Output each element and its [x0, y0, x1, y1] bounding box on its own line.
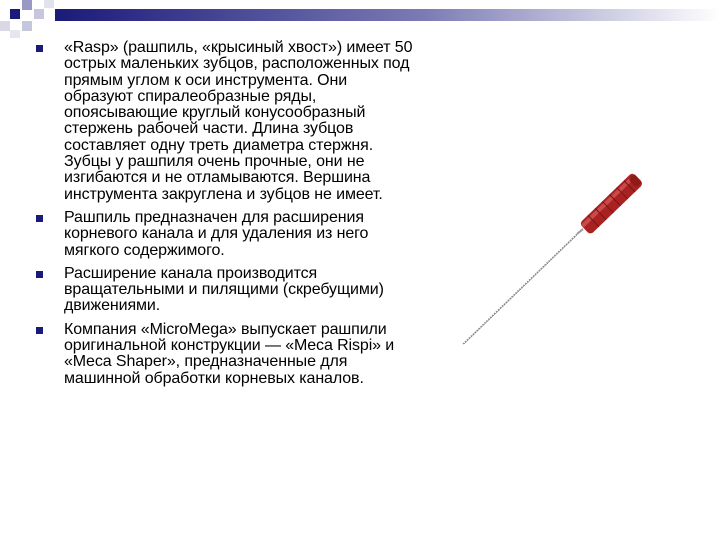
- bullet-square-icon: [36, 271, 43, 278]
- bullet-item-rasp-description: [36, 40, 420, 203]
- bullet-item-canal-widening: [36, 266, 420, 315]
- bullet-text: «Rasp» (рашпиль, «крысиный хвост») имеет 50 острых маленьких зубцов, расположенных под прямым углом к оси инструмента. Они образуют спиралеобразные ряды, опоясывающие круглый конусообразный стержень рабочей части. Длина зубцов составляет одну треть диаметра стержня. Зубцы у рашпиля очень прочные, они не изгибаются и не отламываются. Вершина инструмента закруглена и зубцов не имеет.: [64, 39, 413, 203]
- decorative-header-band: [0, 0, 720, 40]
- bullet-square-icon: [36, 327, 43, 334]
- endodontic-rasp-file-icon: [455, 168, 645, 352]
- bullet-text: Компания «MicroMega» выпускает рашпили оригинальной конструкции — «Meca Rispi» и «Meca Shaper», предназначенные для машинной обработки корневых каналов.: [64, 320, 395, 387]
- bullet-item-rasp-purpose: [36, 210, 420, 259]
- bullet-text: Расширение канала производится вращательными и пилящими (скребущими) движениями.: [64, 264, 384, 315]
- bullet-item-micromega: [36, 322, 420, 387]
- bullet-square-icon: [36, 215, 43, 222]
- bullet-list: [36, 40, 420, 394]
- bullet-text: Рашпиль предназначен для расширения корневого канала и для удаления из него мягкого содержимого.: [64, 208, 369, 259]
- bullet-square-icon: [36, 45, 43, 52]
